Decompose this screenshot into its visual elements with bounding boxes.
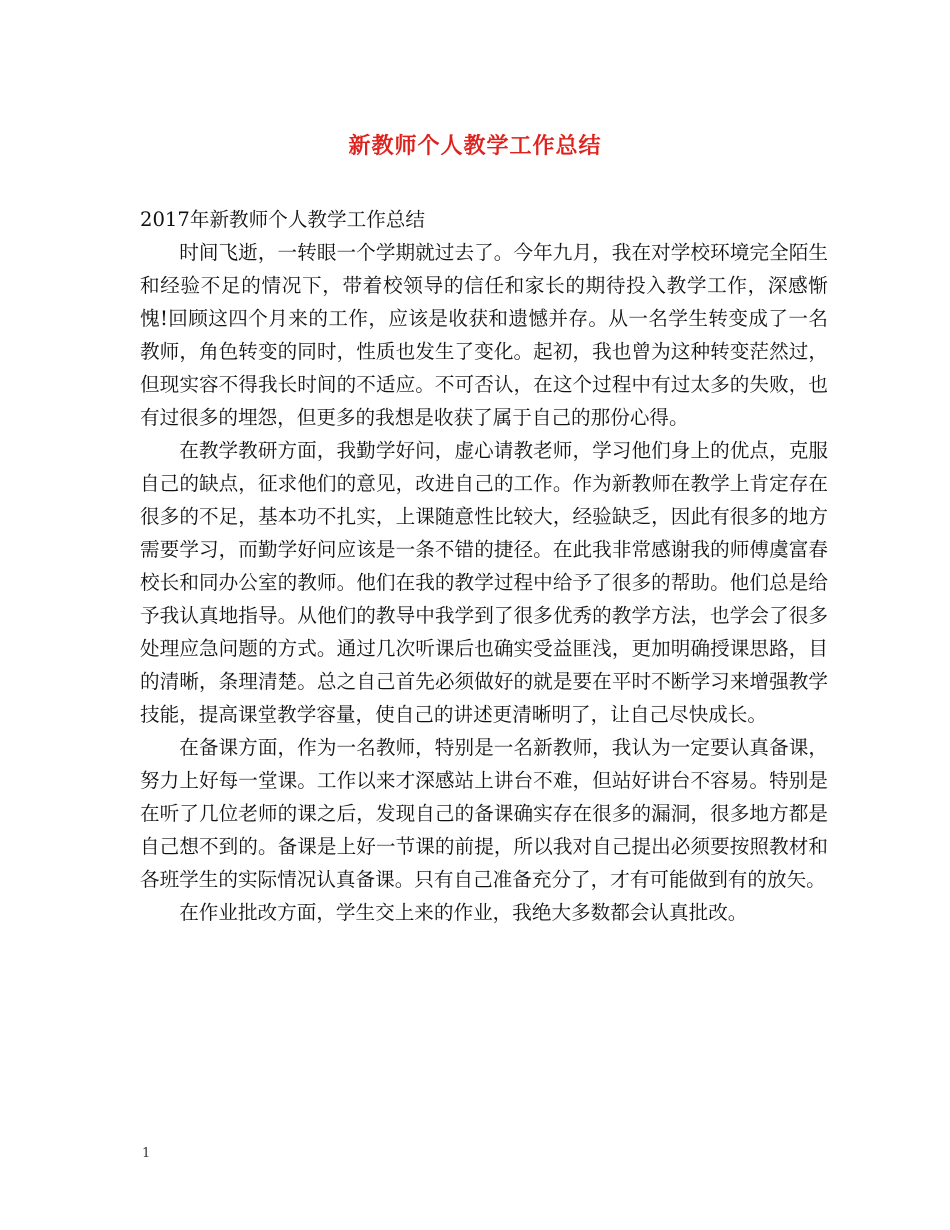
page-number: 1 (142, 1146, 151, 1161)
document-subtitle: 2017年新教师个人教学工作总结 (140, 208, 425, 231)
paragraph-2: 在教学教研方面，我勤学好问，虚心请教老师，学习他们身上的优点，克服自己的缺点，征求他们的意见，改进自己的工作。作为新教师在教学上肯定存在很多的不足，基本功不扎实，上课随意性比较大，经验缺乏，因此有很多的地方需要学习，而勤学好问应该是一条不错的捷径。在此我非常感谢我的师傅虞富春校长和同办公室的教师。他们在我的教学过程中给予了很多的帮助。他们总是给予我认真地指导。从他们的教导中我学到了很多优秀的教学方法，也学会了很多处理应急问题的方式。通过几次听课后也确实受益匪浅，更加明确授课思路，目的清晰，条理清楚。总之自己首先必须做好的就是要在平时不断学习来增强教学技能，提高课堂教学容量，使自己的讲述更清晰明了，让自己尽快成长。 (140, 439, 828, 726)
paragraph-1: 时间飞逝，一转眼一个学期就过去了。今年九月，我在对学校环境完全陌生和经验不足的情况下，带着校领导的信任和家长的期待投入教学工作，深感惭愧!回顾这四个月来的工作，应该是收获和遗憾并存。从一名学生转变成了一名教师，角色转变的同时，性质也发生了变化。起初，我也曾为这种转变茫然过，但现实容不得我长时间的不适应。不可否认，在这个过程中有过太多的失败，也有过很多的埋怨，但更多的我想是收获了属于自己的那份心得。 (140, 241, 828, 429)
document-title: 新教师个人教学工作总结 (348, 133, 602, 159)
paragraph-3: 在备课方面，作为一名教师，特别是一名新教师，我认为一定要认真备课，努力上好每一堂课。工作以来才深感站上讲台不难，但站好讲台不容易。特别是在听了几位老师的课之后，发现自己的备课确实存在很多的漏洞，很多地方都是自己想不到的。备课是上好一节课的前提，所以我对自己提出必须要按照教材和各班学生的实际情况认真备课。只有自己准备充分了，才有可能做到有的放矢。 (140, 736, 828, 891)
paragraph-4: 在作业批改方面，学生交上来的作业，我绝大多数都会认真批改。 (179, 901, 748, 924)
document-body (140, 203, 828, 929)
